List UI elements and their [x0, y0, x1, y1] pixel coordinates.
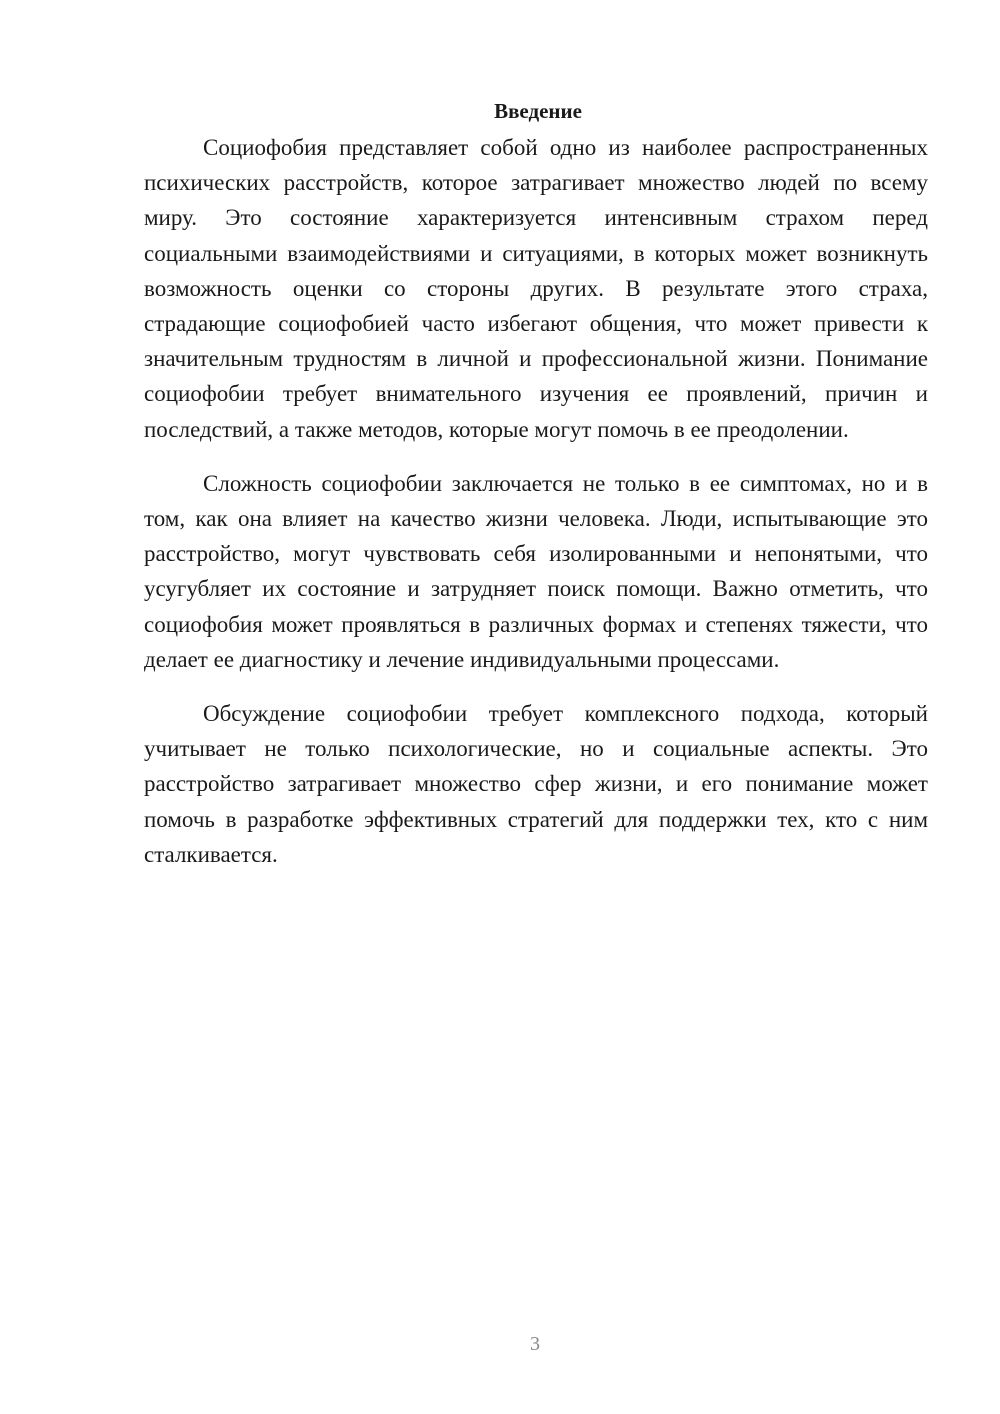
document-body	[144, 96, 928, 891]
paragraph-3: Обсуждение социофобии требует комплексного подхода, который учитывает не только психологические, но и социальные аспекты. Это расстройство затрагивает множество сфер жизни, и его понимание может помочь в разработке эффективных стратегий для поддержки тех, кто с ним сталкивается.	[144, 701, 928, 867]
paragraph-2: Сложность социофобии заключается не только в ее симптомах, но и в том, как она влияет на качество жизни человека. Люди, испытывающие это расстройство, могут чувствовать себя изолированными и непонятыми, что усугубляет их состояние и затрудняет поиск помощи. Важно отметить, что социофобия может проявляться в различных формах и степенях тяжести, что делает ее диагностику и лечение индивидуальными процессами.	[144, 470, 928, 672]
page-number: 3	[530, 1333, 540, 1355]
paragraph-1: Социофобия представляет собой одно из наиболее распространенных психических расстройств, которое затрагивает множество людей по всему миру. Это состояние характеризуется интенсивным страхом перед социальными взаимодействиями и ситуациями, в которых может возникнуть возможность оценки со стороны других. В результате этого страха, страдающие социофобией часто избегают общения, что может привести к значительным трудностям в личной и профессиональной жизни. Понимание социофобии требует внимательного изучения ее проявлений, причин и последствий, а также методов, которые могут помочь в ее преодолении.	[144, 135, 928, 442]
section-heading: Введение	[494, 99, 582, 123]
